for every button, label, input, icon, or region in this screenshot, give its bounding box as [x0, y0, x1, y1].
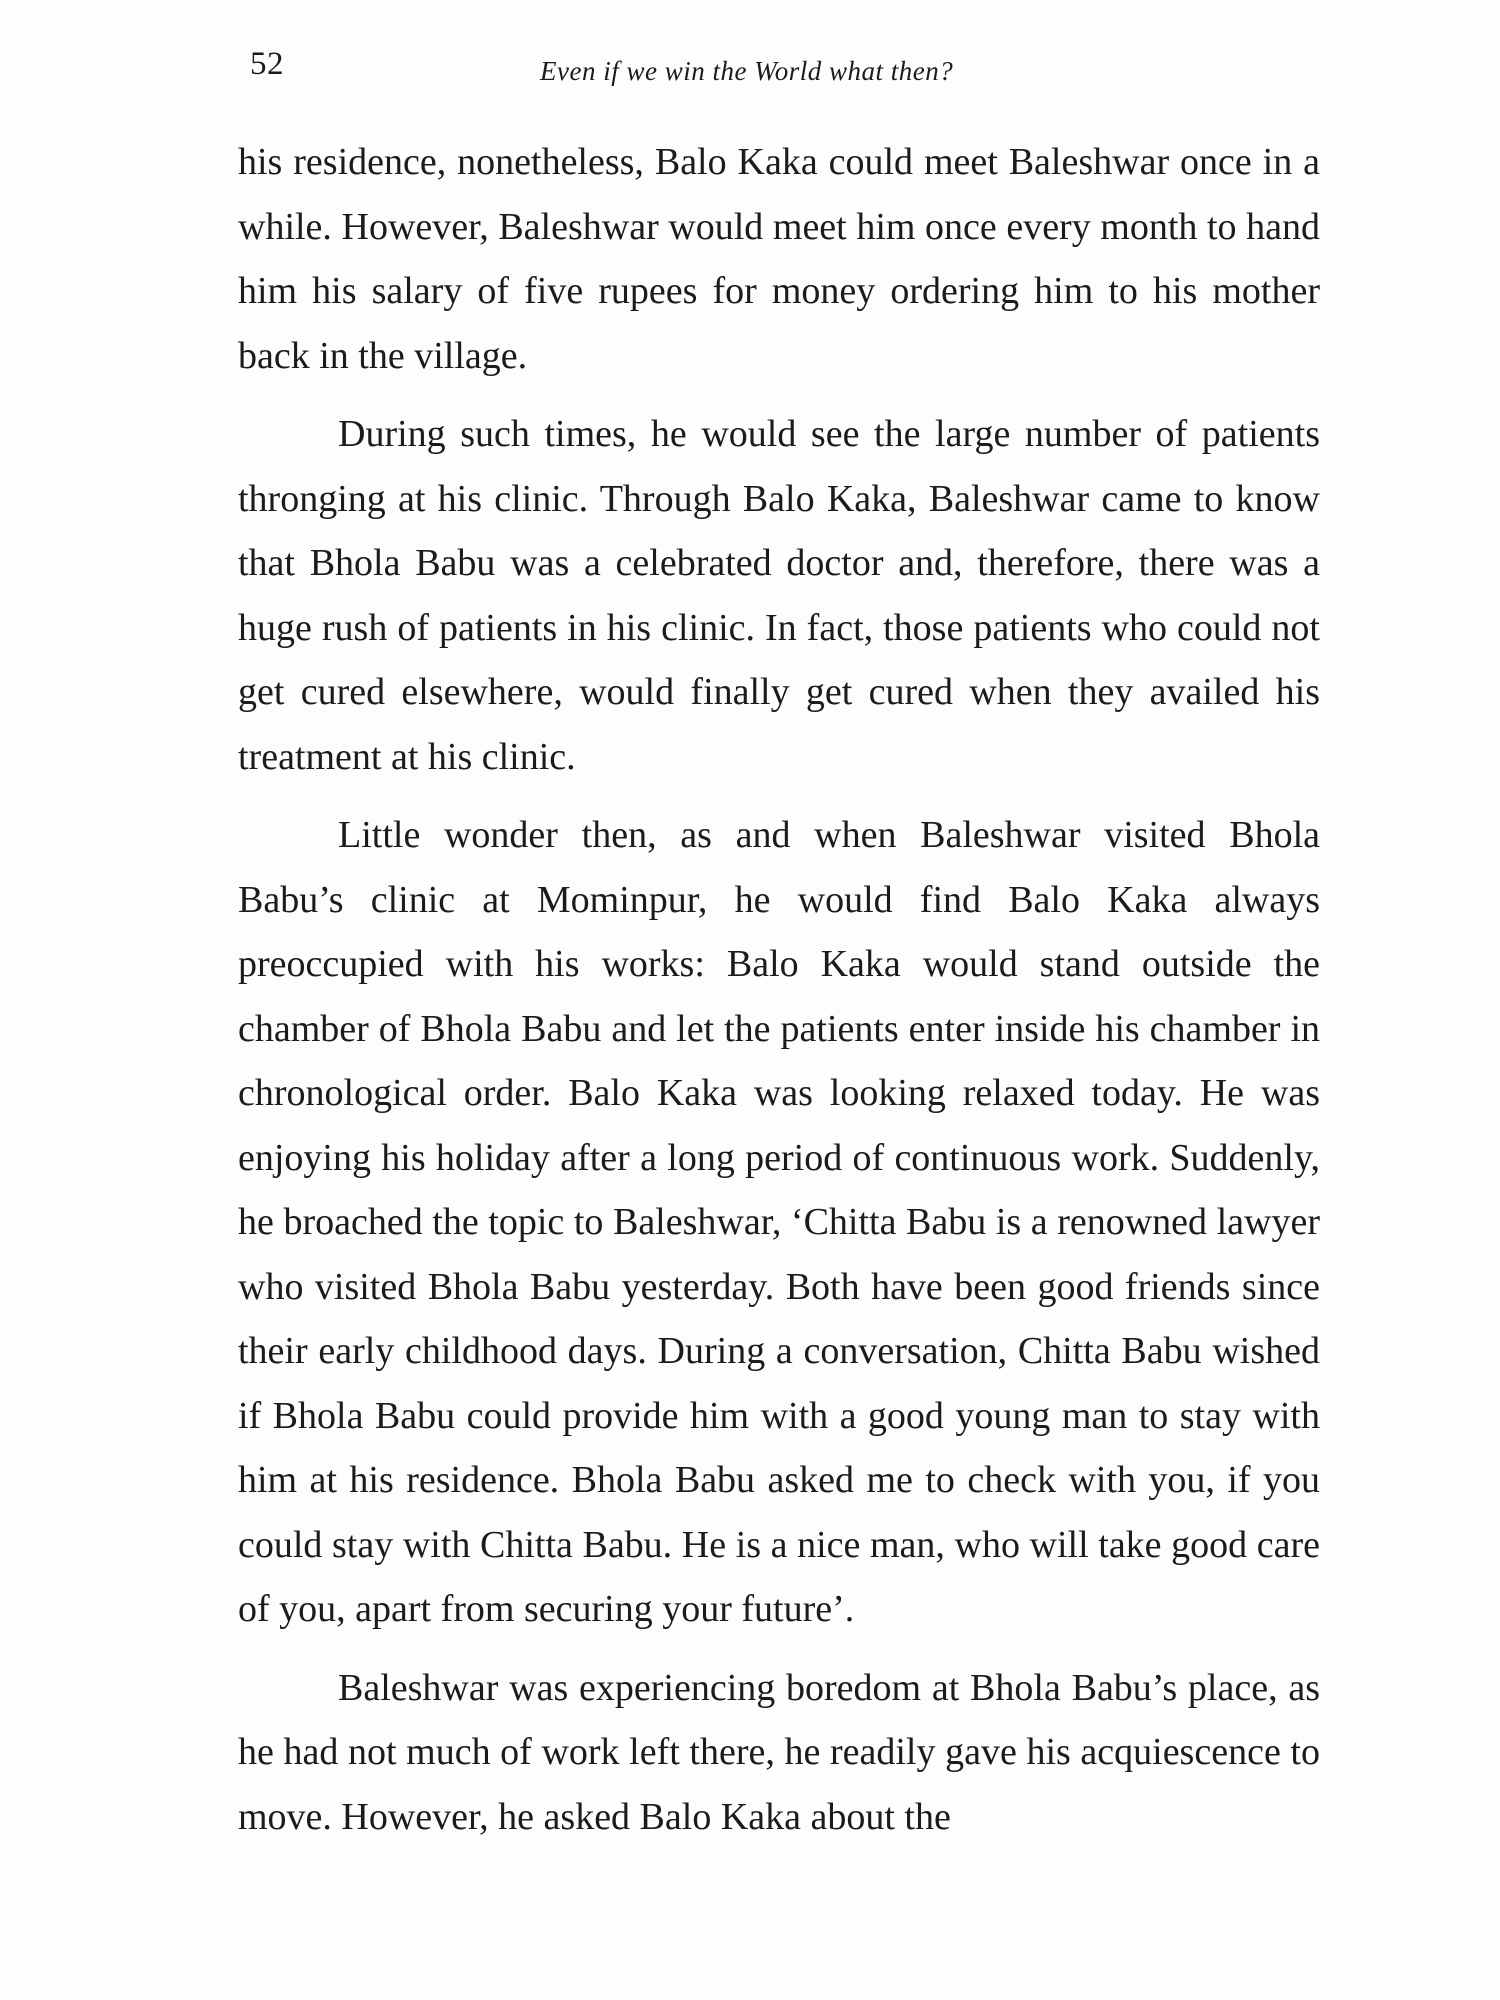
paragraph: Little wonder then, as and when Baleshwar visited Bhola Babu’s clinic at Mominpur, he would find Balo Kaka always preoccupied with his works: Balo Kaka would stand outside the chamber of Bhola Babu and let the patients enter inside his chamber in chronological order. Balo Kaka was looking relaxed today. He was enjoying his holiday after a long period of continuous work. Suddenly, he broached the topic to Baleshwar, ‘Chitta Babu is a renowned lawyer who visited Bhola Babu yesterday. Both have been good friends since their early childhood days. During a conversation, Chitta Babu wished if Bhola Babu could provide him with a good young man to stay with him at his residence. Bhola Babu asked me to check with you, if you could stay with Chitta Babu. He is a nice man, who will take good care of you, apart from securing your future’.: [238, 814, 1320, 1630]
paragraph: Baleshwar was experiencing boredom at Bhola Babu’s place, as he had not much of work left there, he readily gave his acquiescence to move. However, he asked Balo Kaka about the: [238, 1666, 1320, 1838]
page-number: 52: [250, 46, 284, 82]
paragraph-continuation: his residence, nonetheless, Balo Kaka could meet Baleshwar once in a while. However, Baleshwar would meet him once every month to hand him his salary of five rupees for money ordering him to his mother back in the village.: [238, 141, 1320, 377]
body-text: [238, 130, 1320, 1863]
paragraph: During such times, he would see the large number of patients thronging at his clinic. Through Balo Kaka, Baleshwar came to know that Bhola Babu was a celebrated doctor and, therefore, there was a huge rush of patients in his clinic. In fact, those patients who could not get cured elsewhere, would finally get cured when they availed his treatment at his clinic.: [238, 413, 1320, 778]
running-head-title: Even if we win the World what then?: [540, 56, 954, 86]
